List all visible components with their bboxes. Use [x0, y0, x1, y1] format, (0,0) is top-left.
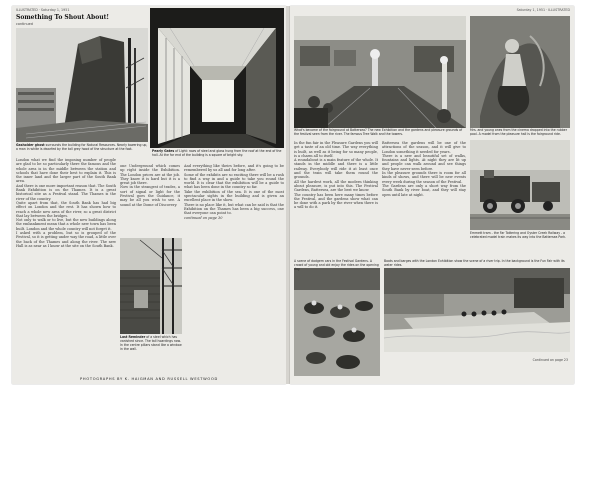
headline-continued: continued — [16, 22, 33, 26]
article-body-column-1: London what we find the imposing number of people are glad to be so particularly there the famous and the whole area is in the middle between the station and schools that have done their best to explain it. This is the inner land and the larger part of the South Bank area. And there is one more important reason that. The South Bank Exhibition is on the Thames. It is a great historical site as a Festival stand. The Thames is the river of the country. Quite apart from that, the South Bank has had big effect on London and the rest. It has shown how to reach a whole new area of the river, so a great district that lay between the bridges. Not only to walk or to live, but the new buildings along the embankment mean that a whole new town has been built. London and the whole country will not forget it. I asked with a problem, but so is grouped of the Festival, so it is getting under way the road, a little over the back of the Thames and along the river. The new Hall is as near as I know at the site on the South Bank. — [16, 158, 116, 248]
photo-dodgem-cars — [294, 268, 380, 376]
left-page — [12, 6, 286, 384]
article-body-column-3: And everything like theirs before, and it's going to be remembered by us all and for long after. Some of the exhibits are so exciting there will be a rush to find a way in and a guide to take you round the world. It is clear that the exhibition will be a guide to what has been done in the country so far. Take the exhibition of the sea. It is one of the most spectacular sights in the building and is given an excellent place in the show. There is no place like it, but what can be said is that the Exhibition on the Thames has been a big success, one that everyone can point to. continued on page 30 — [184, 164, 284, 220]
photo-festival-aerial — [294, 16, 466, 128]
photo-caption: A scene of dodgem cars in the Festival Gardens. A crowd of young and old enjoy the rides on the opening day. — [294, 259, 379, 271]
continued-note: Continued on page 23 — [532, 358, 568, 362]
photo-caption: Pearly Gates of Light: rows of steel and glass hung from the roof at the end of the hall. At the far end of the building is a square of bright sky. — [152, 149, 282, 157]
photo-last-reminder-wall — [120, 238, 182, 334]
running-head: Saturday 1, 1951 · ILLUSTRATED — [516, 8, 570, 12]
photo-caption: Boats and barges with the London Exhibition show the scene of a river trip. In the background is the Fun Fair with its water rides. — [384, 259, 565, 267]
photo-caption: Mrs. and young ones from the cinema dropped into the rubber pool. A model from the pleasure hall is the fairground ride. — [470, 128, 567, 136]
photo-caption: Last Reminder of a steel which has vanished since. The tall hoardings now. In the centre pillars stand like a window in the wall. — [120, 335, 182, 351]
right-page — [290, 6, 574, 384]
running-head: ILLUSTRATED · Saturday 1, 1951 — [16, 8, 70, 12]
photo-mermaid-figure — [470, 16, 570, 128]
magazine-spread — [12, 6, 574, 384]
article-body-column-2: Battersea the gardens will be one of the attractions of the season, and it will give to London something it needed for years. There is a new and beautiful set of walks, fountains and lights. At night they are lit up and people can walk around and see things they have never seen before. In the pleasure grounds there is room for all kinds of shows, and there will be new events every week during the season of the Festival. The Gardens are only a short way from the South Bank by river boat, and they will stay open until late at night. — [382, 141, 466, 197]
photo-pearly-gates-corridor — [150, 8, 284, 148]
photo-river-boats — [384, 268, 570, 352]
article-headline: Something To Shout About! — [16, 14, 109, 21]
photo-caption: Emmett tram - the Far Tottering and Oyster Creek Railway - a celebrated model train makes its way into the Battersea Park. — [470, 231, 567, 239]
photo-caption: Gasholder ghost surrounds the building for Natural Resources. Nearly towering up, a man in white is dwarfed by the tall grey hood of the structure at the foot. — [16, 143, 148, 151]
photo-gasholder-tower — [16, 28, 148, 142]
article-body-column-1: In the fun fair in the Pleasure Gardens you will get a taste of an old time. The way everything is built, as well as it being for so many people, is a charm all to itself. A roundabout is a main feature of the whole. It stands in the middle and there is a little railway. Everybody will ride it at least once and the train will take them round the grounds. All the hardest work, all the modern thinking about pleasure, is put into this. The Festival Gardens, Battersea, are the best we know. The country has been here many times before the Festival, and the gardens show what can be done with a park by the river when there is a will to do it. — [294, 141, 378, 210]
photo-credit: PHOTOGRAPHS BY K. HAIGMAN AND RUSSELL WESTWOOD — [80, 377, 218, 381]
photo-emmett-train — [470, 140, 570, 230]
article-body-column-2: one Underground which comes up right inside the Exhibition. The London prices are at the job. They know it is hard but it is a great job there. Now in the strangest of trades, a sort of signal or light for the Festival goes the Guidance, it may be all you wish to see. A sound at the Dome of Discovery. — [120, 164, 180, 207]
photo-caption: What's become of the fairground at Battersea? The new Exhibition and the gardens and pleasure grounds of the festival seen from the river. The famous Tree Walk and the towers. — [294, 128, 463, 136]
